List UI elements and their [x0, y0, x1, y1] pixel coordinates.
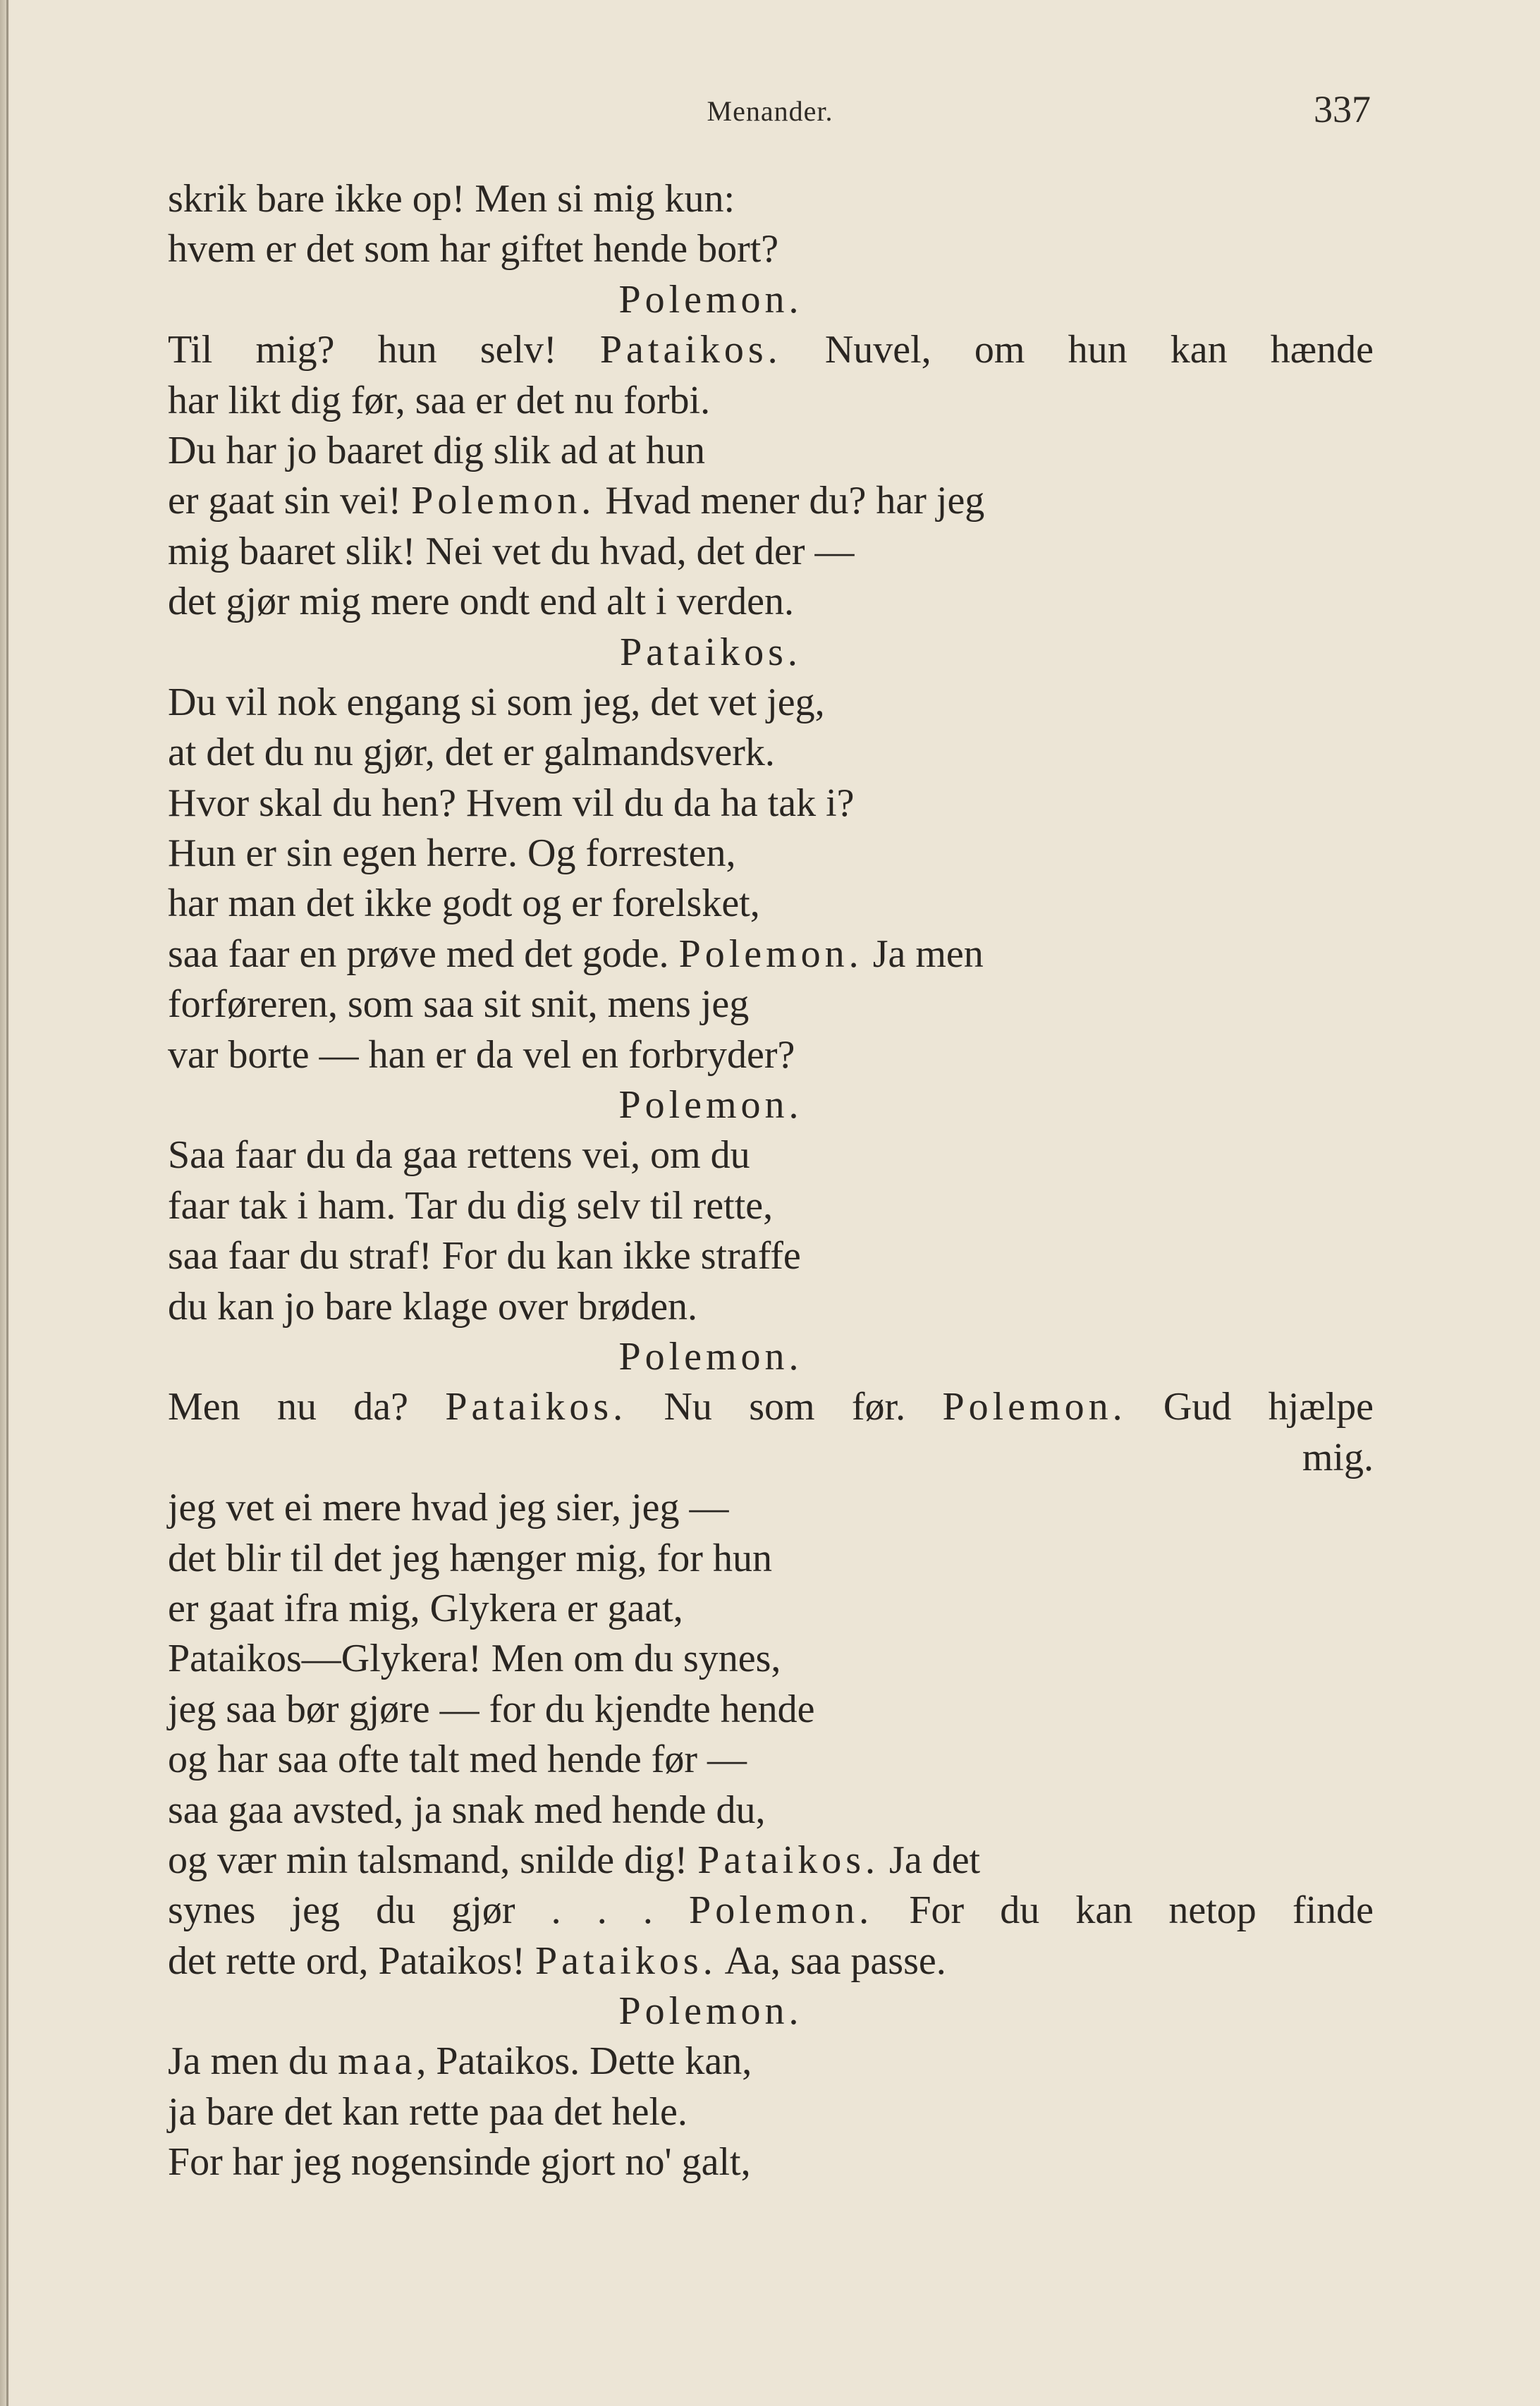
- text-line: [168, 325, 1374, 375]
- verse-text-block: [168, 174, 1374, 2188]
- speaker-name: Polemon.: [689, 1888, 874, 1933]
- text-line: [168, 1030, 1374, 1080]
- text-line: [168, 979, 1374, 1030]
- running-title: Menander.: [707, 95, 833, 127]
- text-line: [168, 1130, 1374, 1180]
- speaker-heading: [168, 628, 1374, 678]
- page-number: 337: [1314, 88, 1371, 130]
- line-fragment: hvem er det som har giftet hende bort?: [168, 227, 779, 271]
- text-line: [168, 1382, 1374, 1432]
- speaker-heading: [168, 1080, 1374, 1130]
- text-line: [168, 879, 1374, 929]
- speaker-heading: [168, 1986, 1374, 2036]
- text-line: [168, 1483, 1374, 1533]
- text-line: [168, 376, 1374, 426]
- text-line: [168, 1936, 1374, 1986]
- line-fragment: Ja men du: [168, 2039, 338, 2084]
- text-line: [168, 426, 1374, 476]
- line-fragment: har man det ikke godt og er forelsket,: [168, 881, 760, 926]
- speaker-name: Pataikos.: [534, 1938, 717, 1983]
- text-line: [168, 1735, 1374, 1785]
- text-line: [168, 476, 1374, 526]
- page-binding-edge: [6, 0, 8, 2406]
- text-line: [168, 1836, 1374, 1886]
- line-fragment: ja bare det kan rette paa det hele.: [168, 2089, 688, 2134]
- speaker-name: Polemon.: [942, 1385, 1127, 1429]
- text-line: [168, 929, 1374, 979]
- line-fragment: og har saa ofte talt med hende før —: [168, 1738, 747, 1782]
- line-fragment: det gjør mig mere ondt end alt i verden.: [168, 580, 794, 624]
- line-fragment: For du kan netop finde: [873, 1888, 1374, 1933]
- speaker-name: maa: [338, 2039, 417, 2084]
- line-fragment: at det du nu gjør, det er galmandsverk.: [168, 731, 775, 775]
- line-fragment: Aa, saa passe.: [716, 1938, 946, 1983]
- line-fragment: For har jeg nogensinde gjort no' galt,: [168, 2140, 751, 2185]
- text-line: [168, 1634, 1374, 1684]
- line-fragment: mig.: [1302, 1435, 1374, 1479]
- line-fragment: Ja det: [879, 1838, 981, 1882]
- text-line: [168, 2137, 1374, 2187]
- line-fragment: jeg vet ei mere hvad jeg sier, jeg —: [168, 1486, 729, 1530]
- line-fragment: saa gaa avsted, ja snak med hende du,: [168, 1788, 766, 1832]
- line-fragment: har likt dig før, saa er det nu forbi.: [168, 378, 711, 422]
- text-line: [168, 678, 1374, 728]
- line-fragment: og vær min talsmand, snilde dig!: [168, 1838, 698, 1882]
- text-line: [168, 1433, 1374, 1483]
- speaker-name: Polemon.: [618, 1334, 803, 1379]
- line-fragment: Du vil nok engang si som jeg, det vet jeg,: [168, 680, 825, 724]
- line-fragment: faar tak i ham. Tar du dig selv til rette,: [168, 1183, 774, 1228]
- speaker-name: Pataikos.: [697, 1838, 880, 1882]
- line-fragment: saa faar en prøve med det gode.: [168, 932, 679, 976]
- text-line: [168, 577, 1374, 627]
- text-line: [168, 1785, 1374, 1836]
- line-fragment: Ja men: [862, 932, 984, 976]
- text-line: [168, 829, 1374, 879]
- line-fragment: Nu som før.: [627, 1385, 943, 1429]
- speaker-name: Polemon.: [618, 1989, 803, 2034]
- line-fragment: Hun er sin egen herre. Og forresten,: [168, 831, 736, 876]
- line-fragment: Hvad mener du? har jeg: [595, 479, 985, 523]
- line-fragment: , Pataikos. Dette kan,: [416, 2039, 752, 2084]
- text-line: [168, 2087, 1374, 2137]
- speaker-name: Polemon.: [678, 932, 863, 976]
- speaker-heading: [168, 275, 1374, 325]
- speaker-name: Polemon.: [618, 1083, 803, 1128]
- text-line: [168, 1584, 1374, 1634]
- line-fragment: Til mig? hun selv!: [168, 328, 600, 372]
- line-fragment: Men nu da?: [168, 1385, 446, 1429]
- speaker-name: Polemon.: [618, 277, 803, 322]
- line-fragment: Pataikos—Glykera! Men om du synes,: [168, 1637, 781, 1681]
- text-line: [168, 224, 1374, 274]
- line-fragment: Gud hjælpe: [1126, 1385, 1374, 1429]
- line-fragment: det blir til det jeg hænger mig, for hun: [168, 1536, 772, 1580]
- text-line: [168, 1685, 1374, 1735]
- line-fragment: Saa faar du da gaa rettens vei, om du: [168, 1133, 750, 1178]
- line-fragment: Nuvel, om hun kan hænde: [781, 328, 1374, 372]
- text-line: [168, 2036, 1374, 2087]
- line-fragment: forføreren, som saa sit snit, mens jeg: [168, 982, 750, 1027]
- line-fragment: skrik bare ikke op! Men si mig kun:: [168, 177, 735, 221]
- line-fragment: Du har jo baaret dig slik ad at hun: [168, 428, 706, 472]
- text-line: [168, 1886, 1374, 1936]
- line-fragment: var borte — han er da vel en forbryder?: [168, 1032, 795, 1077]
- line-fragment: jeg saa bør gjøre — for du kjendte hende: [168, 1687, 815, 1731]
- text-line: [168, 1231, 1374, 1281]
- line-fragment: saa faar du straf! For du kan ikke straffe: [168, 1234, 801, 1278]
- line-fragment: du kan jo bare klage over brøden.: [168, 1284, 698, 1329]
- speaker-name: Pataikos.: [599, 328, 782, 372]
- text-line: [168, 728, 1374, 778]
- line-fragment: det rette ord, Pataikos!: [168, 1938, 535, 1983]
- speaker-name: Pataikos.: [445, 1385, 628, 1429]
- text-line: [168, 174, 1374, 224]
- speaker-heading: [168, 1332, 1374, 1382]
- line-fragment: er gaat sin vei!: [168, 479, 412, 523]
- line-fragment: synes jeg du gjør . . .: [168, 1888, 690, 1933]
- speaker-name: Polemon.: [411, 479, 596, 523]
- text-line: [168, 778, 1374, 829]
- text-line: [168, 1282, 1374, 1332]
- line-fragment: mig baaret slik! Nei vet du hvad, det der —: [168, 529, 855, 573]
- text-line: [168, 1181, 1374, 1231]
- text-line: [168, 1534, 1374, 1584]
- text-line: [168, 527, 1374, 577]
- speaker-name: Pataikos.: [620, 630, 802, 674]
- line-fragment: er gaat ifra mig, Glykera er gaat,: [168, 1586, 683, 1630]
- line-fragment: Hvor skal du hen? Hvem vil du da ha tak i?: [168, 781, 855, 825]
